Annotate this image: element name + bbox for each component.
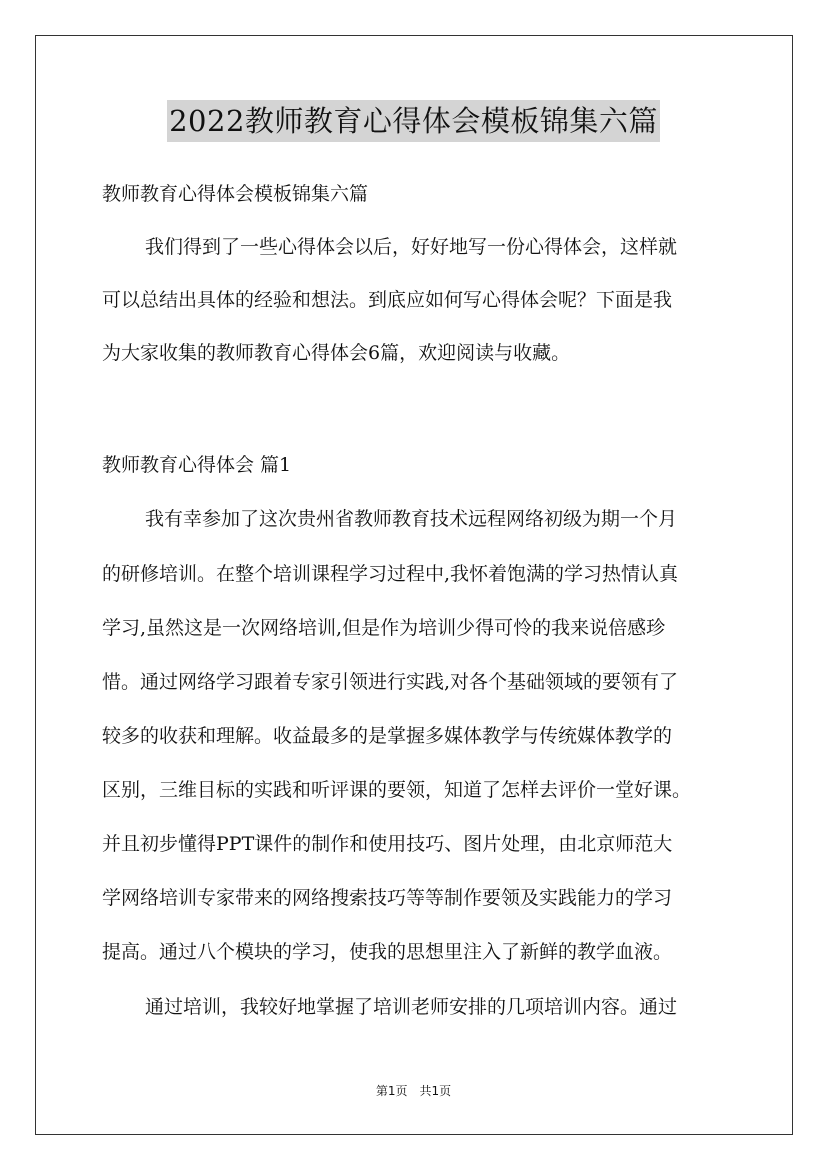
paragraph-line: 学网络培训专家带来的网络搜索技巧等等制作要领及实践能力的学习 (102, 887, 673, 909)
page-total: 共1页 (419, 1084, 452, 1098)
page-footer (0, 1083, 827, 1099)
paragraph-line: 的研修培训。在整个培训课程学习过程中,我怀着饱满的学习热情认真 (102, 563, 679, 585)
paragraph-line: 较多的收获和理解。收益最多的是掌握多媒体教学与传统媒体教学的 (102, 725, 673, 747)
page-number: 第1页 (375, 1084, 408, 1098)
paragraph-line: 惜。通过网络学习跟着专家引领进行实践,对各个基础领域的要领有了 (102, 671, 679, 693)
section-heading: 教师教育心得体会 篇1 (102, 454, 292, 476)
paragraph-line: 学习,虽然这是一次网络培训,但是作为培训少得可怜的我来说倍感珍 (102, 617, 666, 639)
paragraph-line: 并且初步懂得PPT课件的制作和使用技巧、图片处理，由北京师范大 (102, 833, 673, 855)
document-title: 2022教师教育心得体会模板锦集六篇 (167, 100, 660, 142)
paragraph-line: 通过培训，我较好地掌握了培训老师安排的几项培训内容。通过 (145, 996, 678, 1018)
paragraph-line: 提高。通过八个模块的学习，使我的思想里注入了新鲜的教学血液。 (102, 941, 673, 963)
document-subtitle: 教师教育心得体会模板锦集六篇 (102, 183, 369, 205)
intro-line: 我们得到了一些心得体会以后，好好地写一份心得体会，这样就 (145, 236, 678, 258)
title-container (0, 100, 827, 142)
paragraph-line: 我有幸参加了这次贵州省教师教育技术远程网络初级为期一个月 (145, 508, 678, 530)
intro-line: 可以总结出具体的经验和想法。到底应如何写心得体会呢？下面是我 (102, 289, 673, 311)
paragraph-line: 区别，三维目标的实践和听评课的要领，知道了怎样去评价一堂好课。 (102, 779, 692, 801)
intro-line: 为大家收集的教师教育心得体会6篇，欢迎阅读与收藏。 (102, 342, 571, 364)
